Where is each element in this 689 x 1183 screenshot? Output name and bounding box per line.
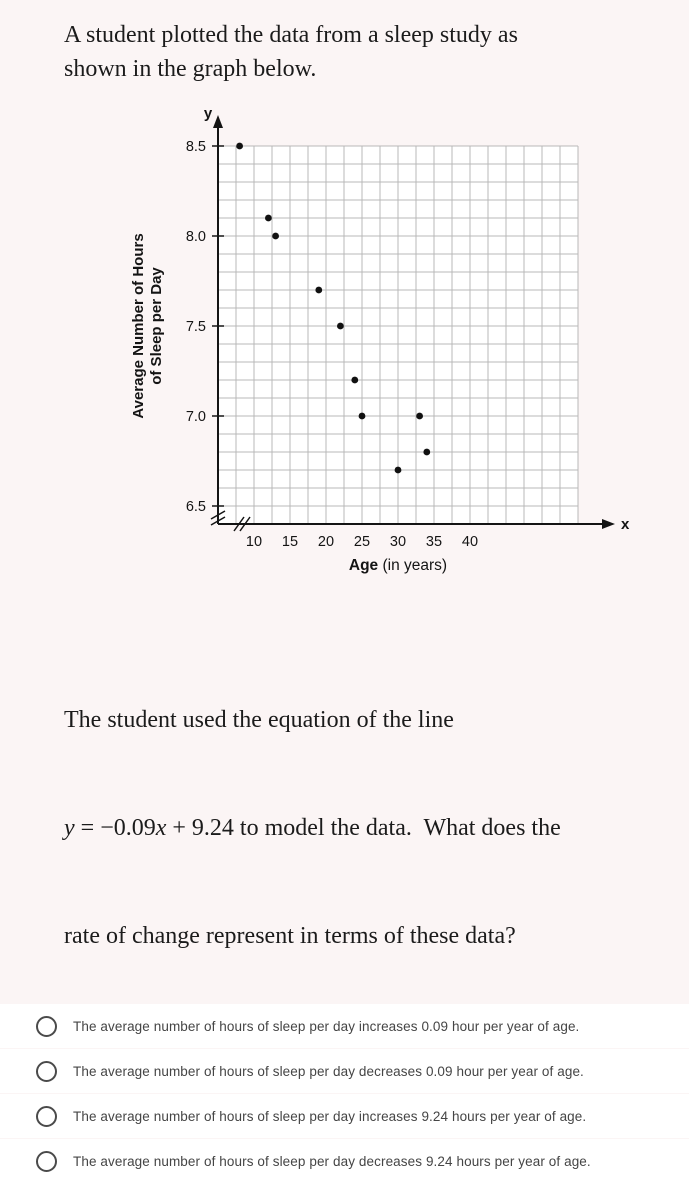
radio-button-1[interactable]: [36, 1016, 57, 1037]
problem-statement: [0, 0, 689, 86]
y-tick-label: 7.0: [185, 409, 206, 425]
y-tick-label: 8.5: [185, 139, 206, 155]
question-line1: The student used the equation of the line: [64, 707, 454, 733]
x-axis-title: Age (in years): [348, 557, 448, 574]
option-label-3: The average number of hours of sleep per day increases 9.24 hours per year of age.: [73, 1108, 587, 1124]
equation-var-y: y: [64, 815, 75, 841]
x-tick-label: 25: [353, 534, 371, 550]
problem-statement-line1: A student plotted the data from a sleep study as: [64, 22, 518, 48]
equation-var-x: x: [155, 815, 167, 841]
question-line3: rate of change represent in terms of these data?: [64, 923, 516, 949]
y-axis-arrow: [213, 115, 223, 128]
equation-mid: = −0.09: [74, 815, 156, 841]
scatter-point: [337, 323, 344, 330]
x-tick-label: 15: [281, 534, 299, 550]
answer-option-2[interactable]: [0, 1049, 689, 1093]
scatter-point: [265, 215, 272, 222]
radio-button-4[interactable]: [36, 1151, 57, 1172]
scatter-point: [416, 413, 423, 420]
y-tick-label: 7.5: [185, 319, 206, 335]
x-axis-ticks: [246, 534, 478, 550]
question-line2: [64, 810, 661, 846]
radio-button-2[interactable]: [36, 1061, 57, 1082]
equation-tail: + 9.24 to model the data. What does the: [166, 815, 561, 841]
question-text: [0, 630, 689, 990]
y-tick-label: 8.0: [185, 229, 206, 245]
answer-options: [0, 1004, 689, 1183]
scatter-point: [423, 449, 430, 456]
x-tick-label: 10: [245, 534, 263, 550]
sleep-scatter-chart: [0, 102, 689, 602]
option-label-1: The average number of hours of sleep per day increases 0.09 hour per year of age.: [73, 1018, 580, 1034]
answer-option-3[interactable]: [0, 1094, 689, 1138]
x-tick-label: 35: [425, 534, 443, 550]
option-label-2: The average number of hours of sleep per day decreases 0.09 hour per year of age.: [73, 1063, 584, 1079]
chart-container: [0, 102, 689, 602]
scatter-point: [272, 233, 279, 240]
scatter-point: [315, 287, 322, 294]
svg-text:Average Number of Hours: Average Number of Hours: [130, 233, 147, 419]
problem-statement-line2: shown in the graph below.: [64, 56, 317, 82]
x-tick-label: 30: [389, 534, 407, 550]
x-tick-label: 40: [461, 534, 479, 550]
radio-button-3[interactable]: [36, 1106, 57, 1127]
x-axis-letter: x: [621, 516, 630, 533]
x-axis-arrow: [602, 519, 615, 529]
option-label-4: The average number of hours of sleep per day decreases 9.24 hours per year of age.: [73, 1153, 591, 1169]
scatter-point: [395, 467, 402, 474]
x-tick-label: 20: [317, 534, 335, 550]
scatter-point: [359, 413, 366, 420]
scatter-point: [236, 143, 243, 150]
svg-text:of Sleep per Day: of Sleep per Day: [148, 267, 165, 385]
y-axis-letter: y: [203, 105, 213, 122]
y-tick-label: 6.5: [185, 499, 206, 515]
scatter-point: [351, 377, 358, 384]
y-axis-title: [130, 233, 165, 418]
answer-option-4[interactable]: [0, 1139, 689, 1183]
answer-option-1[interactable]: [0, 1004, 689, 1048]
